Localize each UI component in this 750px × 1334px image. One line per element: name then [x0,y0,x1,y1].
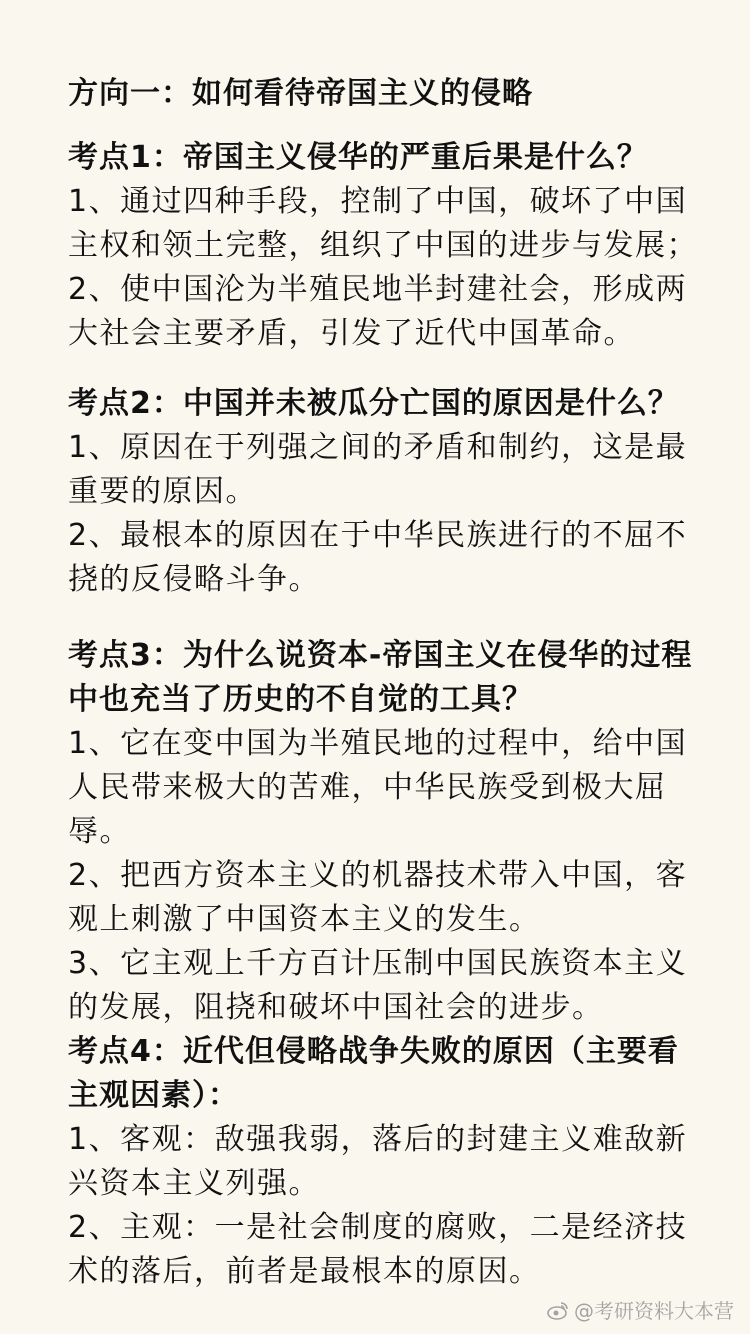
section-3 [68,634,708,1030]
section-heading: 考点3：为什么说资本-帝国主义在侵华的过程中也充当了历史的不自觉的工具？ [68,638,693,717]
list-item: 1、客观：敌强我弱，落后的封建主义难敌新兴资本主义列强。 [68,1122,688,1201]
section-heading: 考点2：中国并未被瓜分亡国的原因是什么？ [68,386,679,421]
page-title: 方向一：如何看待帝国主义的侵略 [68,76,533,111]
section-heading: 考点4：近代但侵略战争失败的原因（主要看主观因素）： [68,1034,679,1113]
weibo-icon [546,1300,570,1320]
list-item: 2、主观：一是社会制度的腐败，二是经济技术的落后，前者是最根本的原因。 [68,1210,688,1289]
list-item: 2、最根本的原因在于中华民族进行的不屈不挠的反侵略斗争。 [68,518,688,597]
list-item: 1、原因在于列强之间的矛盾和制约，这是最重要的原因。 [68,430,688,509]
watermark [546,1295,734,1324]
section-heading: 考点1：帝国主义侵华的严重后果是什么？ [68,140,648,175]
section-4 [68,1030,708,1294]
list-item: 1、它在变中国为半殖民地的过程中，给中国人民带来极大的苦难，中华民族受到极大屈辱。 [68,726,688,849]
section-2 [68,382,708,602]
list-item: 3、它主观上千方百计压制中国民族资本主义的发展，阻挠和破坏中国社会的进步。 [68,946,688,1025]
spacer [68,602,708,634]
list-item: 1、通过四种手段，控制了中国，破坏了中国主权和领土完整，组织了中国的进步与发展； [68,184,698,263]
watermark-text: @考研资料大本营 [574,1299,734,1323]
list-item: 2、使中国沦为半殖民地半封建社会，形成两大社会主要矛盾，引发了近代中国革命。 [68,272,688,351]
section-1 [68,136,708,356]
spacer [68,356,708,382]
list-item: 2、把西方资本主义的机器技术带入中国，客观上刺激了中国资本主义的发生。 [68,858,688,937]
document-page [68,66,708,1294]
